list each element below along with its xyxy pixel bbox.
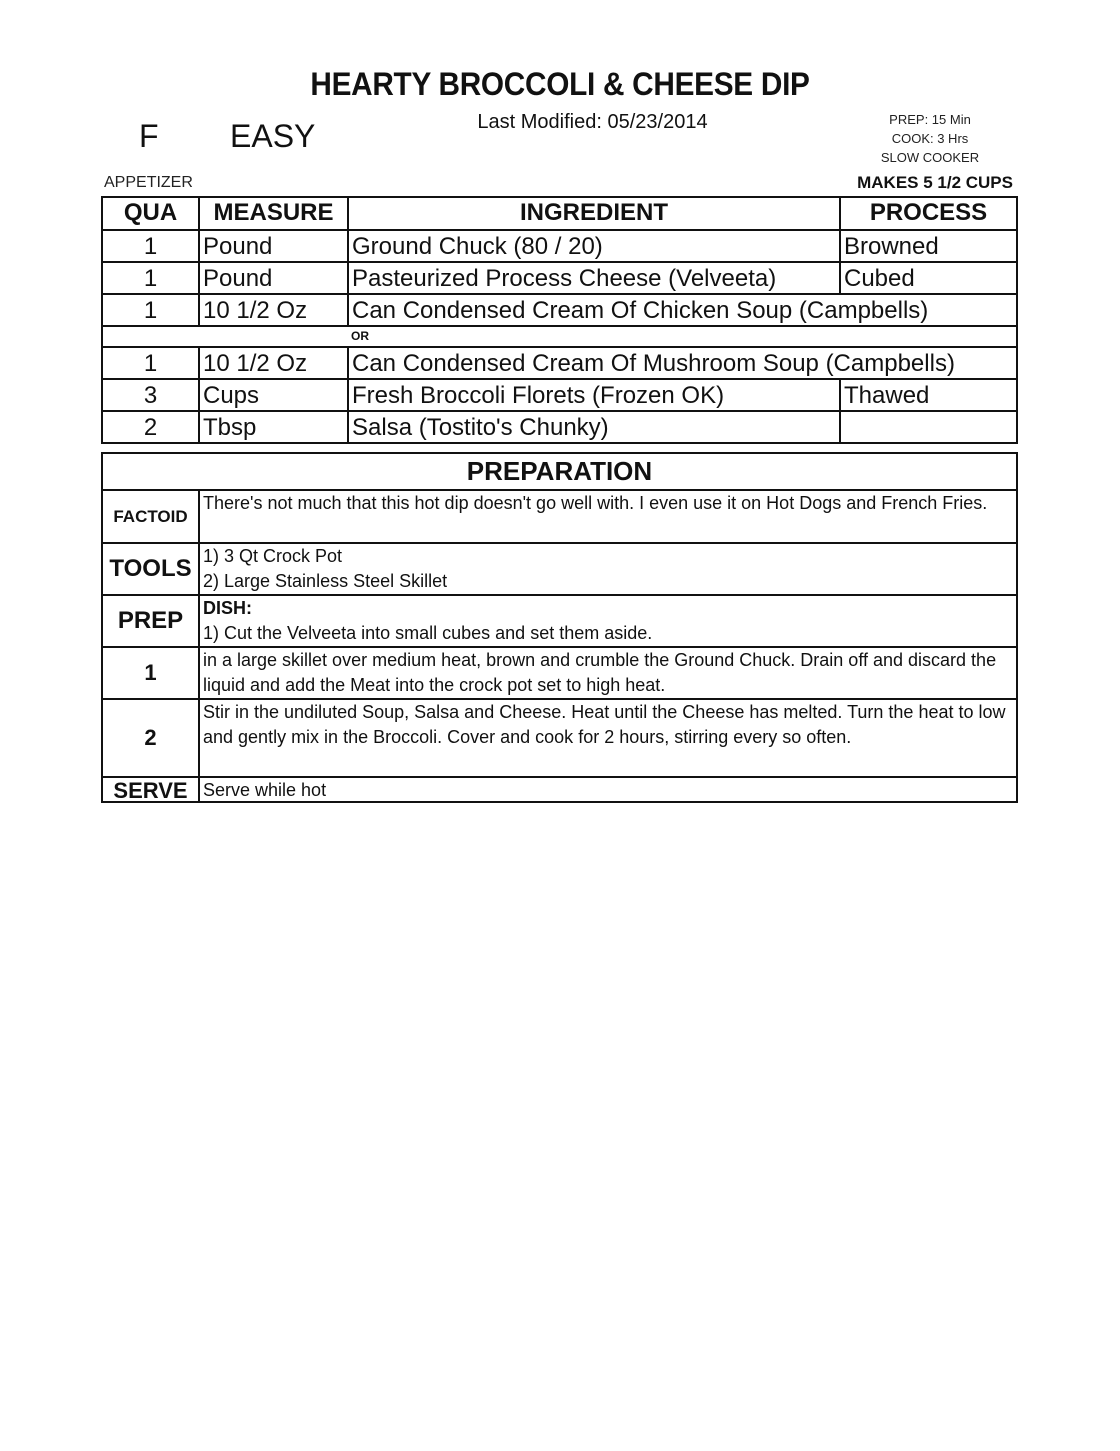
serve-label: SERVE (103, 778, 200, 803)
grade: F (139, 118, 159, 154)
column-header-ingredient: INGREDIENT (349, 198, 841, 229)
process-cell: Thawed (844, 382, 930, 409)
ingredient-cell: Ground Chuck (80 / 20) (349, 231, 841, 261)
table-row (103, 412, 1016, 444)
serve-text: Serve while hot (203, 780, 327, 800)
process-cell: Browned (844, 233, 939, 260)
step-number: 1 (103, 648, 200, 698)
factoid-row (103, 491, 1016, 544)
prep-step: 1) Cut the Velveeta into small cubes and set them aside. (203, 623, 653, 643)
prep-text (200, 596, 1016, 646)
column-header-qua: QUA (103, 198, 200, 229)
table-row (103, 348, 1016, 380)
measure-cell: 10 1/2 Oz (200, 348, 349, 378)
category: APPETIZER (104, 174, 193, 191)
last-modified: Last Modified: 05/23/2014 (477, 111, 708, 133)
measure-cell: Pound (200, 231, 349, 261)
cook-method: SLOW COOKER (880, 150, 980, 165)
preparation-title: PREPARATION (466, 456, 653, 486)
measure-cell: 10 1/2 Oz (200, 295, 349, 325)
serve-row (103, 778, 1016, 803)
measure-cell: Pound (200, 263, 349, 293)
table-row (103, 380, 1016, 412)
ingredients-header-row (103, 198, 1016, 231)
measure-cell: Tbsp (200, 412, 349, 444)
table-row (103, 263, 1016, 295)
step-number: 2 (103, 700, 200, 776)
tool-item: 2) Large Stainless Steel Skillet (203, 571, 448, 591)
preparation-header-row (103, 454, 1016, 491)
qua-cell: 1 (103, 295, 200, 325)
column-header-process: PROCESS (869, 199, 988, 226)
factoid-label: FACTOID (103, 491, 200, 542)
step-row (103, 648, 1016, 700)
tools-label: TOOLS (103, 544, 200, 594)
prep-row (103, 596, 1016, 648)
measure-cell: Cups (200, 380, 349, 410)
recipe-title: HEARTY BROCCOLI & CHEESE DIP (310, 66, 810, 102)
process-cell (841, 412, 1016, 444)
difficulty: EASY (230, 118, 316, 154)
ingredient-cell: Salsa (Tostito's Chunky) (349, 412, 841, 444)
ingredient-cell: Fresh Broccoli Florets (Frozen OK) (349, 380, 841, 410)
ingredient-cell: Can Condensed Cream Of Chicken Soup (Campbells) (352, 297, 929, 324)
yield: MAKES 5 1/2 CUPS (857, 173, 1013, 192)
prep-time: PREP: 15 Min (889, 112, 971, 127)
prep-label: PREP (103, 596, 200, 646)
preparation-table (101, 452, 1018, 803)
ingredients-table (101, 196, 1018, 444)
ingredient-cell: Can Condensed Cream Of Mushroom Soup (Campbells) (352, 350, 955, 377)
column-header-measure: MEASURE (200, 198, 349, 229)
step-row (103, 700, 1016, 778)
table-row (103, 295, 1016, 327)
qua-cell: 3 (103, 380, 200, 410)
cook-time: COOK: 3 Hrs (891, 131, 969, 146)
ingredient-cell: Pasteurized Process Cheese (Velveeta) (349, 263, 841, 293)
qua-cell: 1 (103, 348, 200, 378)
table-row (103, 231, 1016, 263)
prep-dish-heading: DISH: (203, 598, 252, 618)
tools-text (200, 544, 1016, 594)
qua-cell: 1 (103, 231, 200, 261)
factoid-text: There's not much that this hot dip doesn't go well with. I even use it on Hot Dogs and French Fries. (203, 493, 988, 513)
process-cell: Cubed (844, 265, 915, 292)
tools-row (103, 544, 1016, 596)
qua-cell: 1 (103, 263, 200, 293)
tool-item: 1) 3 Qt Crock Pot (203, 546, 343, 566)
qua-cell: 2 (103, 412, 200, 444)
step-text: in a large skillet over medium heat, brown and crumble the Ground Chuck. Drain off and discard the liquid and add the Meat into the crock pot set to high heat. (203, 650, 997, 695)
or-label: OR (351, 329, 369, 343)
or-row (103, 327, 1016, 348)
step-text: Stir in the undiluted Soup, Salsa and Cheese. Heat until the Cheese has melted. Turn the heat to low and gently mix in the Broccoli. Cover and cook for 2 hours, stirring every so often. (203, 702, 1006, 747)
